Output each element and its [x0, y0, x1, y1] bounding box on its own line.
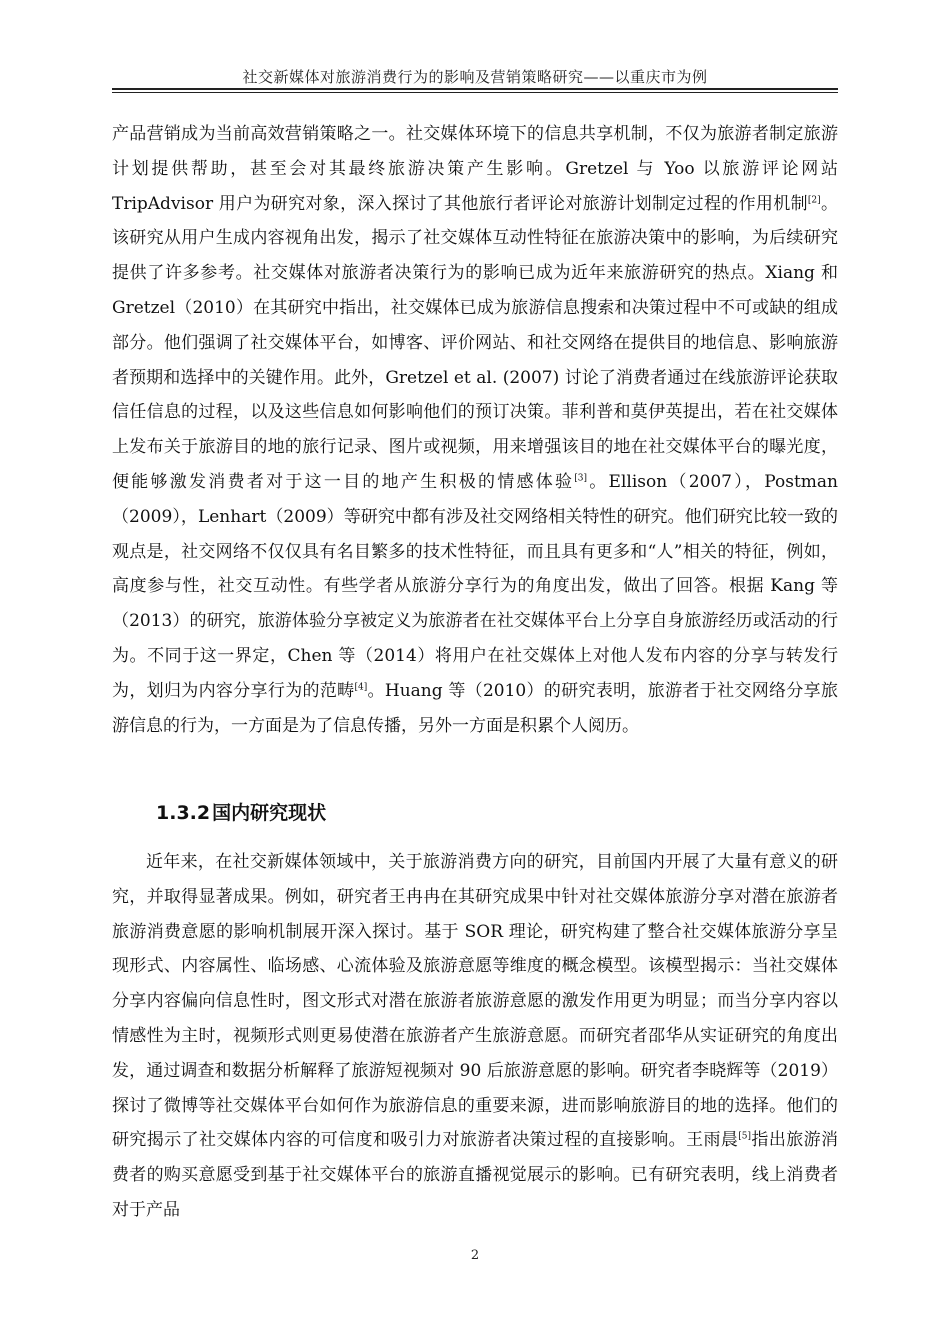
- header-rule: [112, 88, 838, 90]
- para2-text-1: 近年来，在社交新媒体领域中，关于旅游消费方向的研究，目前国内开展了大量有意义的研究，并取得显著成果。例如，研究者王冉冉在其研究成果中针对社交媒体旅游分享对潜在旅游者旅游消费意愿的影响机制展开深入探讨。基于 SOR 理论，研究构建了整合社交媒体旅游分享呈现形式、内容属性、临场感、心流体验及旅游意愿等维度的概念模型。该模型揭示：当社交媒体分享内容偏向信息性时，图文形式对潜在旅游者旅游意愿的激发作用更为明显；而当分享内容以情感性为主时，视频形式则更易使潜在旅游者产生旅游意愿。而研究者邵华从实证研究的角度出发，通过调查和数据分析解释了旅游短视频对 90 后旅游意愿的影响。研究者李晓辉等（2019）探讨了微博等社交媒体平台如何作为旅游信息的重要来源，进而影响旅游目的地的选择。他们的研究揭示了社交媒体内容的可信度和吸引力对旅游者决策过程的直接影响。王雨晨: [112, 852, 838, 1151]
- page-number: 2: [470, 1248, 480, 1263]
- body-paragraph-1: [112, 117, 838, 743]
- para1-text-1: 产品营销成为当前高效营销策略之一。社交媒体环境下的信息共享机制，不仅为旅游者制定旅游计划提供帮助，甚至会对其最终旅游决策产生影响。Gretzel 与 Yoo 以旅游评论网站 TripAdvisor 用户为研究对象，深入探讨了其他旅行者评论对旅游计划制定过程的作用机制: [112, 124, 838, 214]
- citation-4: [4]: [354, 682, 368, 693]
- para2-text-2: 指出旅游消费者的购买意愿受到基于社交媒体平台的旅游直播视觉展示的影响。已有研究表明，线上消费者对于产品: [112, 1130, 839, 1220]
- para1-text-4: 。Huang 等（2010）的研究表明，旅游者于社交网络分享旅游信息的行为，一方面是为了信息传播，另外一方面是积累个人阅历。: [112, 680, 838, 736]
- citation-5: [5]: [738, 1131, 752, 1142]
- section-number: 1.3.2: [156, 802, 211, 824]
- citation-3: [3]: [574, 473, 588, 484]
- para1-text-3: 。Ellison（2007），Postman（2009），Lenhart（2009）等研究中都有涉及社交网络相关特性的研究。他们研究比较一致的观点是，社交网络不仅仅具有名目繁多的技术性特征，而且具有更多和“人”相关的特征，例如，高度参与性，社交互动性。有些学者从旅游分享行为的角度出发，做出了回答。根据 Kang 等（2013）的研究，旅游体验分享被定义为旅游者在社交媒体平台上分享自身旅游经历或活动的行为。不同于这一界定，Chen 等（2014）将用户在社交媒体上对他人发布内容的分享与转发行为，划归为内容分享行为的范畴: [112, 471, 838, 701]
- citation-2: [2]: [807, 194, 821, 205]
- header-rule-secondary: [112, 92, 838, 93]
- running-header: 社交新媒体对旅游消费行为的影响及营销策略研究——以重庆市为例: [242, 68, 708, 86]
- section-title: 国内研究现状: [212, 802, 327, 824]
- para1-text-2: 。该研究从用户生成内容视角出发，揭示了社交媒体互动性特征在旅游决策中的影响，为后续研究提供了许多参考。社交媒体对旅游者决策行为的影响已成为近年来旅游研究的热点。Xiang 和 Gretzel（2010）在其研究中指出，社交媒体已成为旅游信息搜索和决策过程中不可或缺的组成部分。他们强调了社交媒体平台，如博客、评价网站、和社交网络在提供目的地信息、影响旅游者预期和选择中的关键作用。此外，Gretzel et al. (2007) 讨论了消费者通过在线旅游评论获取信任信息的过程，以及这些信息如何影响他们的预订决策。菲利普和莫伊英提出，若在社交媒体上发布关于旅游目的地的旅行记录、图片或视频，用来增强该目的地在社交媒体平台的曝光度，便能够激发消费者对于这一目的地产生积极的情感体验: [112, 193, 838, 492]
- section-heading: [156, 798, 326, 825]
- body-paragraph-2: [112, 845, 838, 1228]
